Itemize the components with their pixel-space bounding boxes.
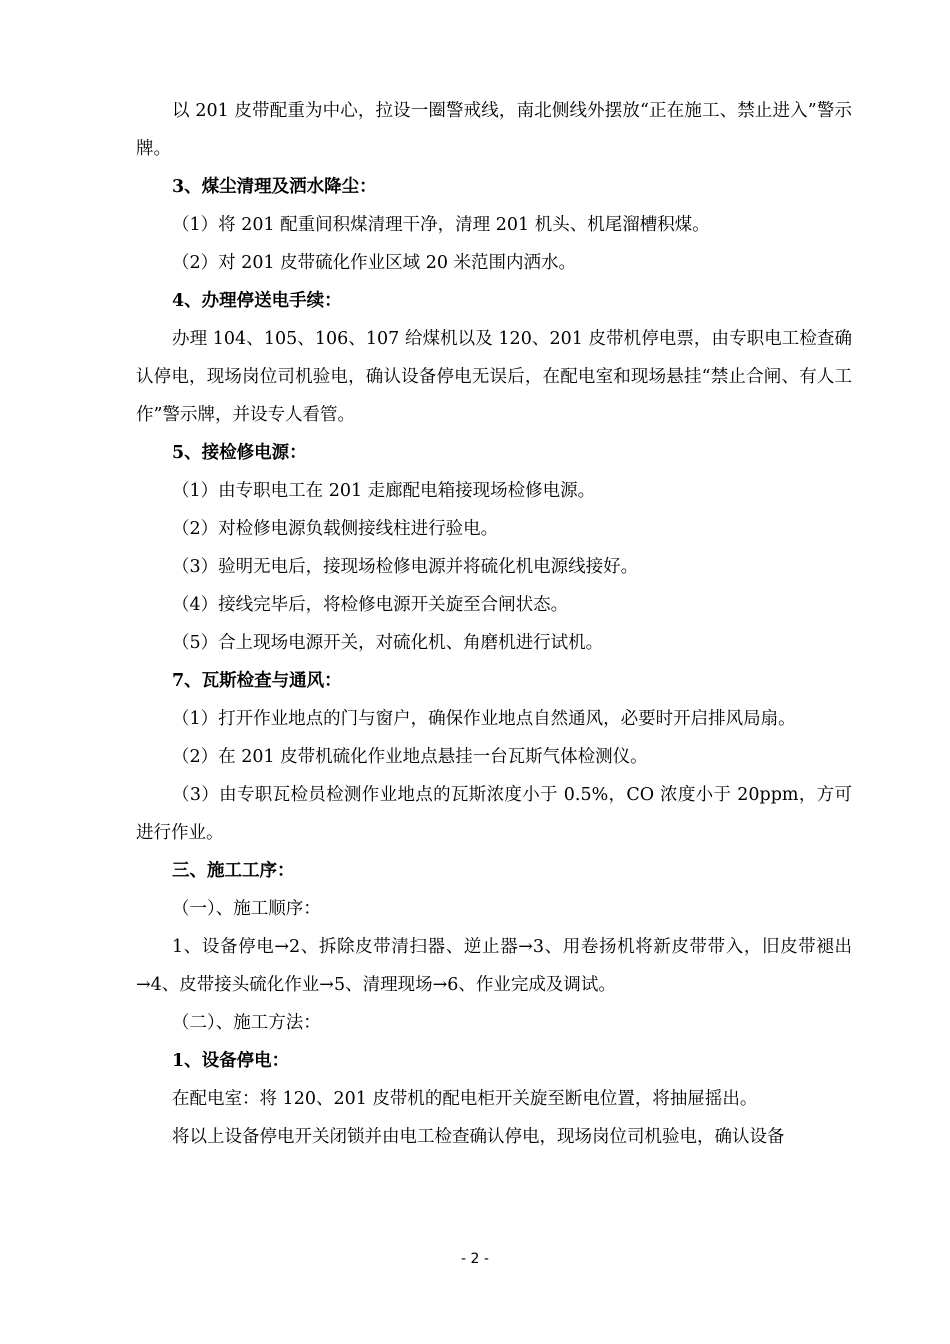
paragraph: 以 201 皮带配重为中心，拉设一圈警戒线，南北侧线外摆放“正在施工、禁止进入”警示牌。 (136, 101, 852, 159)
paragraph: （1）由专职电工在 201 走廊配电箱接现场检修电源。 (172, 481, 596, 501)
section-heading: 三、施工工序： (172, 861, 295, 881)
paragraph: （4）接线完毕后，将检修电源开关旋至合闸状态。 (172, 595, 569, 615)
paragraph: （5）合上现场电源开关，对硫化机、角磨机进行试机。 (172, 633, 604, 653)
paragraph: （3）由专职瓦检员检测作业地点的瓦斯浓度小于 0.5%，CO 浓度小于 20ppm，方可进行作业。 (136, 785, 852, 843)
section-heading: 7、瓦斯检查与通风： (172, 671, 342, 691)
paragraph: 将以上设备停电开关闭锁并由电工检查确认停电，现场岗位司机验电，确认设备 (172, 1127, 785, 1147)
paragraph: （1）将 201 配重间积煤清理干净，清理 201 机头、机尾溜槽积煤。 (172, 215, 710, 235)
paragraph: （3）验明无电后，接现场检修电源并将硫化机电源线接好。 (172, 557, 639, 577)
paragraph: （2）对 201 皮带硫化作业区域 20 米范围内洒水。 (172, 253, 577, 273)
paragraph: （一）、施工顺序： (172, 899, 321, 919)
section-heading: 3、煤尘清理及洒水降尘： (172, 177, 377, 197)
section-heading: 5、接检修电源： (172, 443, 307, 463)
paragraph: （1）打开作业地点的门与窗户，确保作业地点自然通风，必要时开启排风局扇。 (172, 709, 796, 729)
paragraph: 在配电室：将 120、201 皮带机的配电柜开关旋至断电位置，将抽屉摇出。 (172, 1089, 758, 1109)
paragraph: 办理 104、105、106、107 给煤机以及 120、201 皮带机停电票，由专职电工检查确认停电，现场岗位司机验电，确认设备停电无误后，在配电室和现场悬挂“禁止合闸、有人工作”警示牌，并设专人看管。 (136, 329, 852, 425)
paragraph: （2）对检修电源负载侧接线柱进行验电。 (172, 519, 499, 539)
page-number: - 2 - (461, 1251, 489, 1267)
paragraph: 1、设备停电→2、拆除皮带清扫器、逆止器→3、用卷扬机将新皮带带入，旧皮带褪出→4、皮带接头硫化作业→5、清理现场→6、作业完成及调试。 (136, 937, 852, 995)
section-heading: 4、办理停送电手续： (172, 291, 342, 311)
paragraph: （2）在 201 皮带机硫化作业地点悬挂一台瓦斯气体检测仪。 (172, 747, 648, 767)
section-heading: 1、设备停电： (172, 1051, 290, 1071)
document-body (136, 92, 852, 1156)
paragraph: （二）、施工方法： (172, 1013, 321, 1033)
